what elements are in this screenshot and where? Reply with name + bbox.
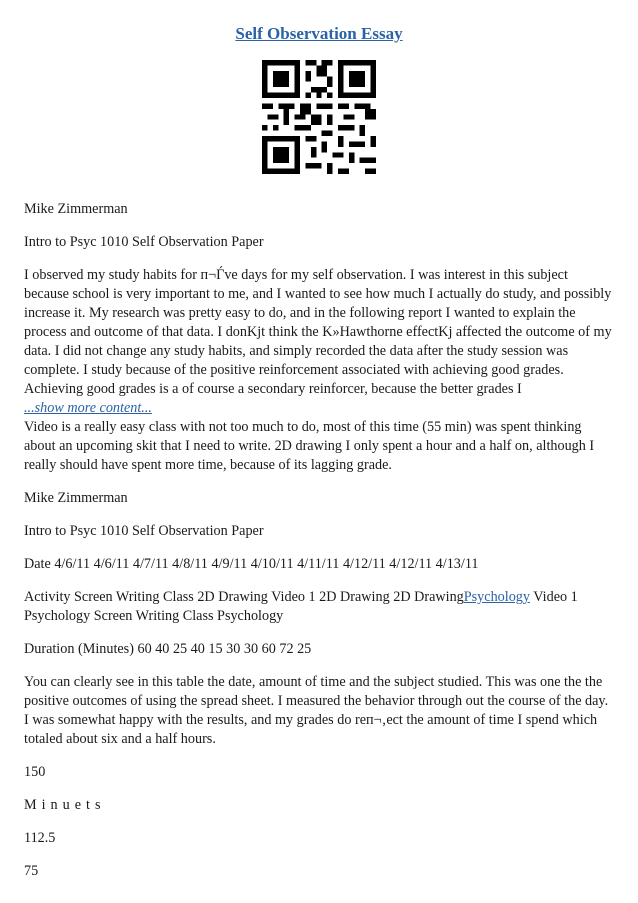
axis-value-112: 112.5 (24, 830, 56, 846)
author-name: Mike Zimmerman (24, 201, 128, 217)
date-line: Date 4/6/11 4/6/11 4/7/11 4/8/11 4/9/11 4/10/11 4/11/11 4/12/11 4/12/11 4/13/11 (24, 556, 479, 572)
axis-value-75: 75 (24, 863, 39, 879)
course-line-2: Intro to Psyc 1010 Self Observation Paper (24, 523, 264, 539)
title-link[interactable]: Self Observation Essay (235, 24, 403, 43)
continued-paragraph: Video is a really easy class with not too much to do, most of this time (55 min) was spent thinking about an upcoming skit that I need to write. 2D drawing I only spent a hour and a half on, although I really should have spent more time, because of its lagging grade. (24, 419, 595, 473)
body-paragraph: I observed my study habits for п¬Ѓve days for my self observation. I was interest in this subject because school is very important to me, and I wanted to see how much I actually do study, and possibly increase it. My research was pretty easy to do, and in the following report I wanted to explain the process and outcome of that data. I donKjt think the K»Hawthorne effectKj affected the outcome of my data. I did not change any study habits, and simply recorded the data after the study session was complete. I study because of the positive reinforcement associated with achieving good grades. Achieving good grades is a of course a secondary reinforcer, because the better grades I (24, 267, 612, 397)
activity-text-end: Video 1 Psychology Screen Writing Class Psychology (24, 589, 578, 624)
activity-line (24, 588, 614, 626)
author-name-2: Mike Zimmerman (24, 490, 128, 506)
course-line: Intro to Psyc 1010 Self Observation Paper (24, 234, 264, 250)
psychology-link[interactable]: Psychology (463, 589, 530, 605)
page-title (0, 24, 638, 44)
conclusion-paragraph: You can clearly see in this table the date, amount of time and the subject studied. This was one the the positive outcomes of using the spread sheet. I measured the behavior through out the course of the day. I was somewhat happy with the results, and my grades do reп¬‚ect the amount of time I spend which totaled about six and a half hours. (24, 674, 609, 747)
axis-label-minuets: Minuets (24, 797, 106, 813)
duration-line: Duration (Minutes) 60 40 25 40 15 30 30 60 72 25 (24, 641, 312, 657)
show-more-link[interactable]: ...show more content... (24, 400, 152, 416)
activity-text-start: Activity Screen Writing Class 2D Drawing Video 1 2D Drawing 2D Drawing (24, 589, 464, 605)
essay-content (24, 200, 614, 895)
qr-code (262, 60, 376, 174)
axis-value-150: 150 (24, 764, 46, 780)
